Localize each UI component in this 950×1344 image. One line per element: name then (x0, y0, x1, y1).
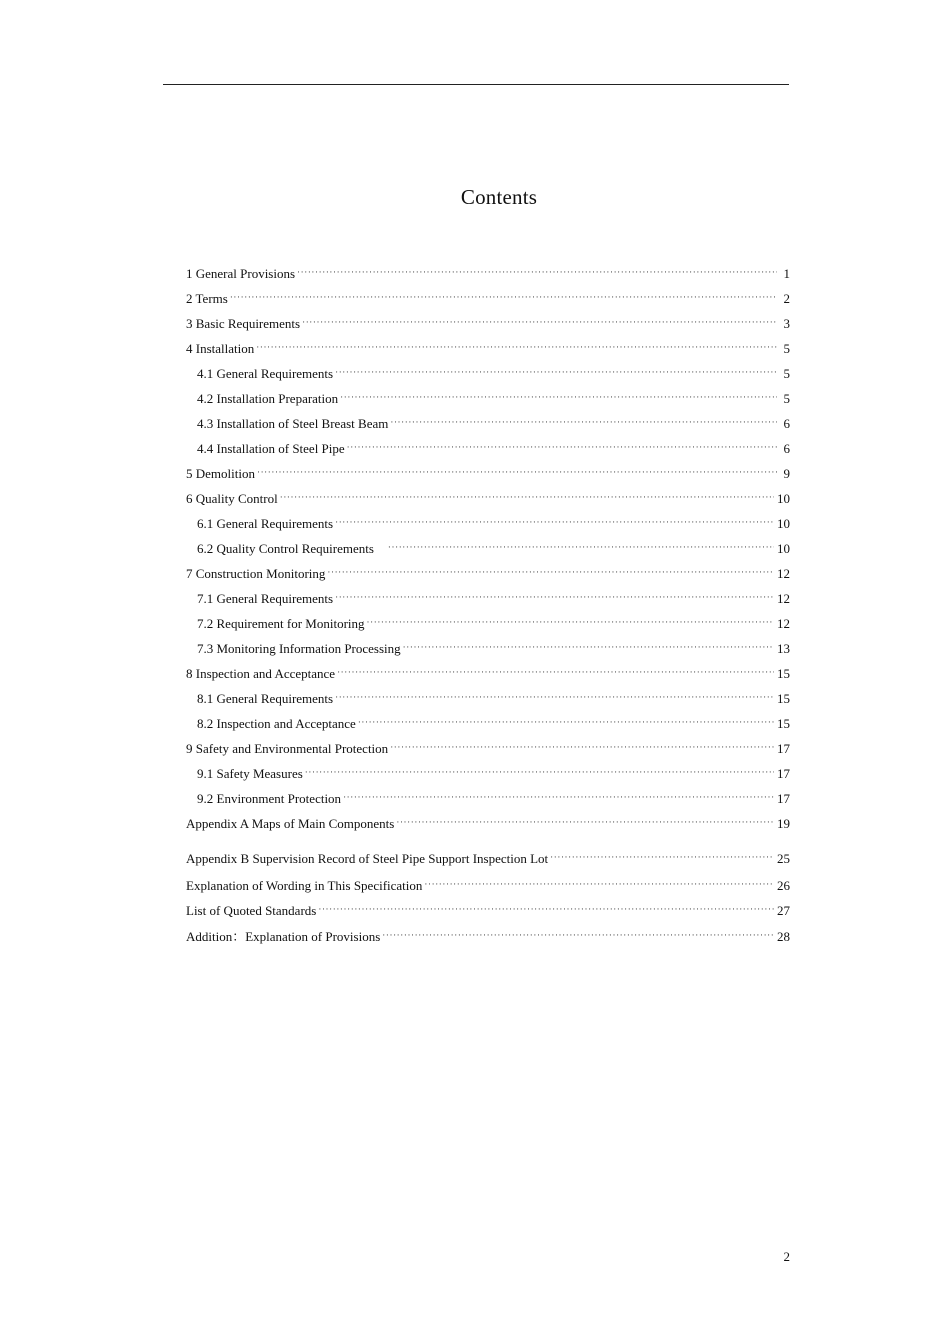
toc-entry-label: 7 Construction Monitoring (186, 566, 326, 581)
toc-entry-label: 4.1 General Requirements (197, 366, 334, 381)
toc-entry[interactable] (186, 849, 790, 869)
toc-leader-dots (424, 874, 774, 894)
toc-entry-page: 17 (777, 791, 790, 806)
toc-entry[interactable] (186, 264, 790, 284)
toc-subentry[interactable] (197, 789, 790, 809)
toc-entry[interactable] (186, 927, 790, 947)
toc-entry-label: List of Quoted Standards (186, 903, 317, 918)
toc-entry[interactable] (186, 876, 790, 896)
toc-entry-page: 10 (777, 516, 790, 531)
toc-subentry[interactable] (197, 414, 790, 434)
toc-leader-dots (382, 925, 774, 945)
toc-entry-page: 17 (777, 741, 790, 756)
toc-leader-dots (335, 687, 774, 707)
toc-leader-dots (340, 387, 777, 407)
toc-entry-page: 15 (777, 666, 790, 681)
toc-entry-label: 1 General Provisions (186, 266, 296, 281)
page-title: Contents (460, 185, 538, 209)
toc-entry-label: 9 Safety and Environmental Protection (186, 741, 389, 756)
toc-entry[interactable] (186, 814, 790, 834)
toc-entry-page: 26 (777, 878, 790, 893)
toc-entry[interactable] (186, 314, 790, 334)
toc-subentry[interactable] (197, 689, 790, 709)
toc-subentry[interactable] (197, 389, 790, 409)
toc-subentry[interactable] (197, 639, 790, 659)
toc-leader-dots (396, 812, 774, 832)
toc-entry-page: 9 (783, 466, 790, 481)
toc-entry-label: 8 Inspection and Acceptance (186, 666, 336, 681)
toc-leader-dots (403, 637, 774, 657)
toc-entry-page: 15 (777, 716, 790, 731)
toc-subentry[interactable] (197, 364, 790, 384)
toc-entry-page: 12 (777, 591, 790, 606)
toc-entry-label: 7.2 Requirement for Monitoring (197, 616, 365, 631)
toc-leader-dots (257, 462, 777, 482)
toc-leader-dots (335, 512, 774, 532)
toc-leader-dots (230, 287, 777, 307)
toc-entry-page: 19 (777, 816, 790, 831)
toc-entry[interactable] (186, 464, 790, 484)
toc-entry-label: 6.2 Quality Control Requirements (197, 541, 374, 556)
toc-entry-label: 8.2 Inspection and Acceptance (197, 716, 356, 731)
toc-entry-page: 6 (783, 416, 790, 431)
toc-leader-dots (388, 537, 774, 557)
toc-entry-label: 4.4 Installation of Steel Pipe (197, 441, 345, 456)
toc-leader-dots (358, 712, 774, 732)
toc-entry[interactable] (186, 489, 790, 509)
toc-leader-dots (335, 587, 774, 607)
toc-entry-label: 4.3 Installation of Steel Breast Beam (197, 416, 389, 431)
toc-subentry[interactable] (197, 714, 790, 734)
toc-leader-dots (337, 662, 774, 682)
toc-entry[interactable] (186, 901, 790, 921)
toc-leader-dots (297, 262, 777, 282)
toc-entry-label: 2 Terms (186, 291, 228, 306)
toc-entry-page: 17 (777, 766, 790, 781)
toc-entry-label: 4 Installation (186, 341, 255, 356)
toc-entry-page: 27 (777, 903, 790, 918)
toc-entry-label: 9.2 Environment Protection (197, 791, 342, 806)
toc-entry[interactable] (186, 339, 790, 359)
toc-entry-label: 6 Quality Control (186, 491, 278, 506)
toc-leader-dots (280, 487, 774, 507)
toc-leader-dots (390, 412, 777, 432)
toc-entry-label: 5 Demolition (186, 466, 255, 481)
toc-entry-page: 1 (783, 266, 790, 281)
toc-entry-label: Appendix A Maps of Main Components (186, 816, 395, 831)
toc-entry-label: 7.3 Monitoring Information Processing (197, 641, 401, 656)
toc-subentry[interactable] (197, 589, 790, 609)
toc-entry-label: 3 Basic Requirements (186, 316, 301, 331)
toc-entry-label: Explanation of Wording in This Specification (186, 878, 423, 893)
toc-subentry[interactable] (197, 439, 790, 459)
toc-entry-page: 12 (777, 616, 790, 631)
page-number: 2 (783, 1249, 790, 1264)
toc-leader-dots (347, 437, 777, 457)
toc-entry-label: 9.1 Safety Measures (197, 766, 303, 781)
toc-entry-page: 12 (777, 566, 790, 581)
toc-entry-label: 4.2 Installation Preparation (197, 391, 339, 406)
toc-subentry[interactable] (197, 539, 790, 559)
toc-entry-page: 10 (777, 491, 790, 506)
toc-entry[interactable] (186, 289, 790, 309)
toc-entry-page: 13 (777, 641, 790, 656)
toc-subentry[interactable] (197, 614, 790, 634)
toc-entry-page: 25 (777, 851, 790, 866)
toc-entry[interactable] (186, 739, 790, 759)
toc-entry-label: 6.1 General Requirements (197, 516, 334, 531)
toc-leader-dots (305, 762, 774, 782)
toc-leader-dots (343, 787, 774, 807)
toc-leader-dots (367, 612, 774, 632)
toc-leader-dots (318, 899, 774, 919)
toc-entry[interactable] (186, 664, 790, 684)
toc-entry-label: 8.1 General Requirements (197, 691, 334, 706)
toc-entry-page: 3 (783, 316, 790, 331)
toc-entry-page: 2 (783, 291, 790, 306)
toc-leader-dots (390, 737, 774, 757)
toc-entry-page: 10 (777, 541, 790, 556)
toc-entry[interactable] (186, 564, 790, 584)
toc-entry-page: 5 (783, 366, 790, 381)
toc-leader-dots (256, 337, 777, 357)
toc-entry-page: 5 (783, 391, 790, 406)
toc-entry-page: 15 (777, 691, 790, 706)
toc-entry-label: 7.1 General Requirements (197, 591, 334, 606)
toc-entry-page: 5 (783, 341, 790, 356)
toc-leader-dots (335, 362, 777, 382)
toc-leader-dots (327, 562, 774, 582)
toc-entry-page: 6 (783, 441, 790, 456)
toc-leader-dots (302, 312, 777, 332)
toc-entry-label: Appendix B Supervision Record of Steel Pipe Support Inspection Lot (186, 851, 549, 866)
header-rule (163, 84, 789, 85)
toc-subentry[interactable] (197, 514, 790, 534)
toc-subentry[interactable] (197, 764, 790, 784)
toc-entry-label: Addition：Explanation of Provisions (186, 929, 381, 944)
toc-leader-dots (550, 847, 774, 867)
toc-entry-page: 28 (777, 929, 790, 944)
